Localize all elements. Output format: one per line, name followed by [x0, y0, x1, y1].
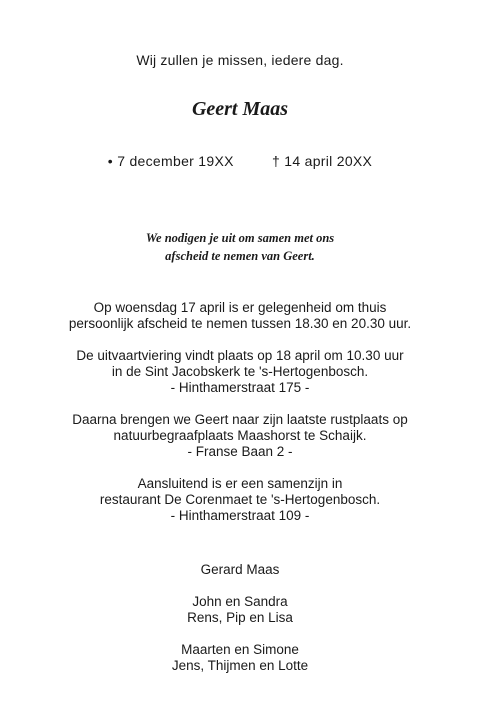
detail-line: persoonlijk afscheid te nemen tussen 18.30 en 20.30 uur.	[68, 316, 412, 331]
invitation-line: We nodigen je uit om samen met ons	[145, 231, 335, 245]
family-name: John en Sandra	[192, 594, 288, 609]
farewell-paragraph	[0, 300, 480, 332]
ceremony-details	[0, 300, 480, 540]
family-group	[0, 562, 480, 578]
family-name: Maarten en Simone	[181, 642, 299, 657]
address-line: - Hinthamerstraat 175 -	[170, 380, 310, 395]
invitation-text	[0, 229, 480, 265]
gathering-paragraph	[0, 476, 480, 524]
life-dates	[0, 153, 480, 169]
deceased-name: Geert Maas	[191, 98, 289, 120]
family-name: Rens, Pip en Lisa	[187, 610, 293, 625]
detail-line: Daarna brengen we Geert naar zijn laatste rustplaats op	[72, 412, 408, 427]
family-group	[0, 594, 480, 626]
funeral-paragraph	[0, 348, 480, 396]
detail-line: in de Sint Jacobskerk te 's-Hertogenbosch.	[111, 364, 369, 379]
birth-date: • 7 december 19XX	[107, 153, 234, 169]
family-name: Jens, Thijmen en Lotte	[171, 658, 309, 673]
family-group	[0, 642, 480, 674]
detail-line: natuurbegraafplaats Maashorst te Schaijk.	[113, 428, 367, 443]
family-signatures	[0, 562, 480, 690]
family-name: Gerard Maas	[200, 562, 280, 577]
detail-line: De uitvaartviering vindt plaats op 18 april om 10.30 uur	[76, 348, 404, 363]
invitation-line: afscheid te nemen van Geert.	[165, 249, 315, 263]
detail-line: Op woensdag 17 april is er gelegenheid om thuis	[93, 300, 387, 315]
burial-paragraph	[0, 412, 480, 460]
detail-line: restaurant De Corenmaet te 's-Hertogenbosch.	[99, 492, 381, 507]
address-line: - Franse Baan 2 -	[187, 444, 293, 459]
death-date: † 14 april 20XX	[271, 153, 373, 169]
address-line: - Hinthamerstraat 109 -	[170, 508, 310, 523]
detail-line: Aansluitend is er een samenzijn in	[137, 476, 343, 491]
tagline: Wij zullen je missen, iedere dag.	[136, 52, 344, 68]
